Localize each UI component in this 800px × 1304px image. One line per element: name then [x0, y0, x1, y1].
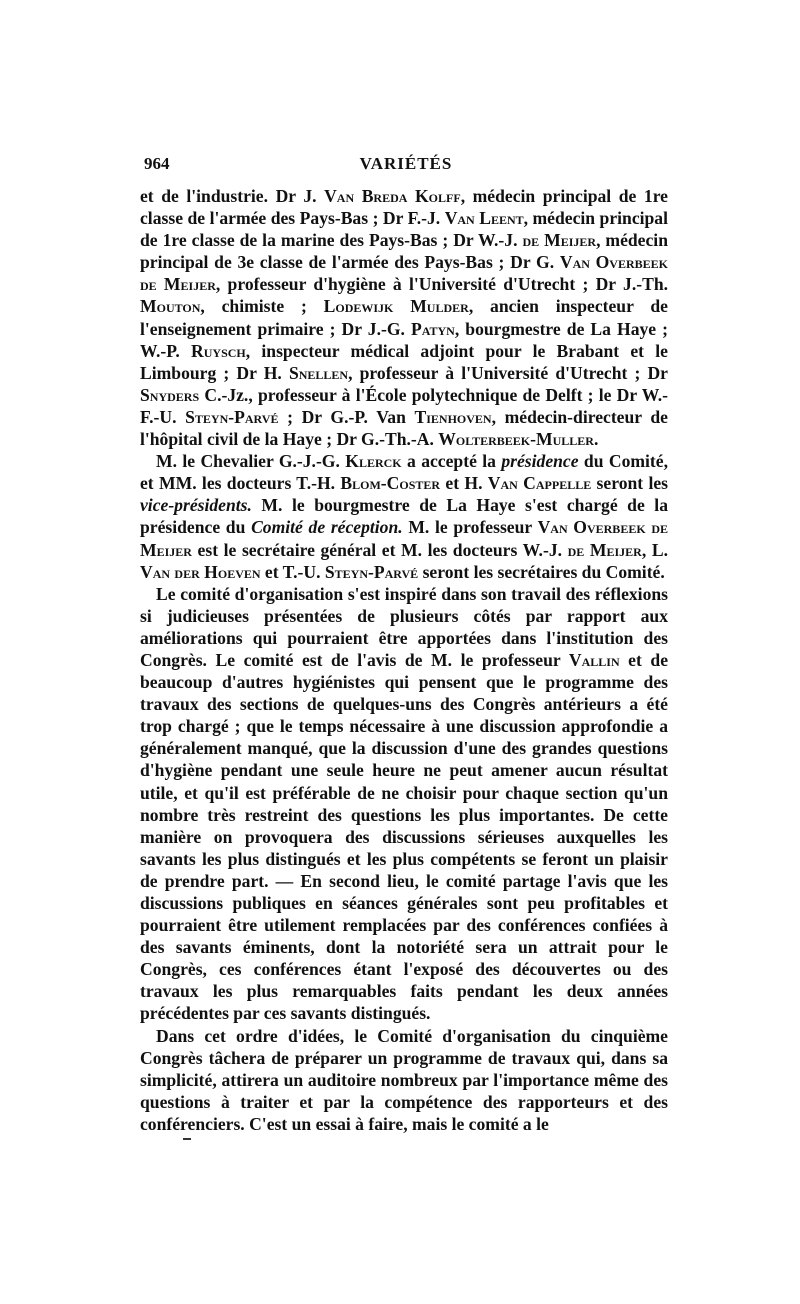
text-run: , chimiste ; — [200, 296, 324, 317]
paragraph-4 — [140, 1025, 668, 1135]
paragraph-3 — [140, 583, 668, 1025]
text-run: , bourgmestre de La Haye ; W.-P. — [140, 318, 668, 361]
text-run: seront les secrétaires du Comité. — [418, 561, 665, 582]
emphasis: vice-présidents. — [140, 495, 252, 516]
person-name: Ruysch — [191, 340, 246, 361]
person-name: Snellen — [288, 362, 349, 383]
text-run: , professeur à l'Université d'Utrecht ; Dr — [348, 362, 668, 383]
text-run: , inspecteur médical adjoint pour le Brabant et le Limbourg ; Dr H. — [140, 340, 668, 383]
person-name: Klerck — [345, 451, 402, 472]
text-run: , médecin principal de 1re classe de l'armée des Pays-Bas ; Dr F.-J. — [140, 186, 668, 229]
text-run: M. le professeur — [402, 517, 538, 538]
running-title: VARIÉTÉS — [359, 154, 453, 173]
person-name: Lodewijk Mulder — [323, 296, 469, 317]
text-run: M. le bourgmestre de La Haye s'est chargé de la présidence du — [140, 495, 668, 538]
footer-mark — [183, 1138, 191, 1140]
person-name: de Meijer — [567, 539, 642, 560]
text-run: du Comité, et MM. les docteurs T.-H. — [140, 451, 668, 494]
page-header — [144, 154, 668, 182]
person-name: Patyn — [410, 318, 455, 339]
person-name: Vallin — [568, 649, 620, 670]
paragraph-1 — [140, 185, 668, 450]
text-run: Le comité d'organisation s'est inspiré dans son travail des réflexions si judicieuses présentées de plusieurs côtés par rapport aux améliorations qui pourraient être apportées dans l'institution des Congrès. Le comité est de l'avis de M. le professeur — [140, 583, 668, 670]
text-run: , L. — [641, 539, 668, 560]
text-run: seront les — [591, 473, 669, 494]
person-name: Van der Hoeven — [140, 561, 261, 582]
person-name: Mouton — [140, 296, 201, 317]
person-name: Blom-Coster — [340, 473, 441, 494]
person-name: de Meijer — [522, 230, 597, 251]
text-run: ; Dr G.-P. Van — [278, 406, 415, 427]
person-name: Steyn-Parvé — [324, 561, 419, 582]
emphasis: Comité de réception. — [251, 517, 403, 538]
text-run: Dans cet ordre d'idées, le Comité d'organisation du cinquième Congrès tâchera de préparer un programme de travaux qui, dans sa simplicité, attirera un auditoire nombreux par l'importance même des questions à traiter et par la compétence des rapporteurs et des conférenciers. C'est un essai à faire, mais le comité a le — [140, 1025, 668, 1134]
text-run: , médecin principal de 3e classe de l'armée des Pays-Bas ; Dr G. — [140, 230, 668, 273]
text-run: a accepté la — [401, 451, 502, 472]
text-run: , médecin principal de 1re classe de la marine des Pays-Bas ; Dr W.-J. — [140, 208, 668, 251]
person-name: Van Cappelle — [487, 473, 592, 494]
person-name: Wolterbeek-Muller — [438, 429, 594, 450]
page-body — [140, 185, 668, 1135]
text-run: et H. — [440, 473, 488, 494]
text-run: et T.-U. — [260, 561, 325, 582]
text-run: C.-Jz., professeur à l'École polytechnique de Delft ; le Dr W.-F.-U. — [140, 384, 668, 427]
text-run: . — [593, 429, 599, 450]
text-run: , professeur d'hygiène à l'Université d'Utrecht ; Dr J.-Th. — [215, 274, 668, 295]
paragraph-2 — [140, 450, 668, 583]
text-run: est le secrétaire général et M. les docteurs W.-J. — [191, 539, 568, 560]
text-run: M. le Chevalier G.-J.-G. — [156, 451, 346, 472]
person-name: Van Breda Kolff — [324, 186, 461, 206]
person-name: Van Overbeek de Meijer — [140, 252, 668, 295]
text-run: , médecin-directeur de l'hôpital civil de la Haye ; Dr G.-Th.-A. — [140, 406, 668, 450]
person-name: Steyn-Parvé — [185, 406, 279, 427]
emphasis: présidence — [501, 451, 579, 472]
person-name: Tienhoven — [414, 406, 492, 427]
person-name: Van Leent — [444, 208, 524, 229]
page-number: 964 — [144, 154, 170, 173]
text-run: , ancien inspecteur de l'enseignement primaire ; Dr J.-G. — [140, 296, 668, 339]
text-run: et de l'industrie. Dr J. — [140, 186, 325, 206]
person-name: Van Overbeek de Meijer — [140, 517, 668, 560]
text-run: et de beaucoup d'autres hygiénistes qui pensent que le programme des travaux des sections de quelques-uns des Congrès antérieurs a été trop chargé ; que le temps nécessaire à une discussion approfondie a généralement manqué, que la discussion d'une des grandes questions d'hygiène pendant une seule heure ne peut amener aucun résultat utile, et qu'il est préférable de ne choisir pour chaque section qu'un nombre très restreint des questions les plus importantes. De cette manière on provoquera des discussions sérieuses auxquelles les savants les plus distingués et les plus compétents se feront un plaisir de prendre part. — En second lieu, le comité partage l'avis que les discussions publiques en séances générales sont peu profitables et pourraient être utilement remplacées par des conférences confiées à des savants éminents, dont la notoriété sera un attrait pour le Congrès, ces conférences étant l'exposé des découvertes ou des travaux les plus remarquables faits pendant les deux années précédentes par ces savants distingués. — [140, 649, 668, 1024]
person-name: Snyders — [140, 384, 200, 405]
